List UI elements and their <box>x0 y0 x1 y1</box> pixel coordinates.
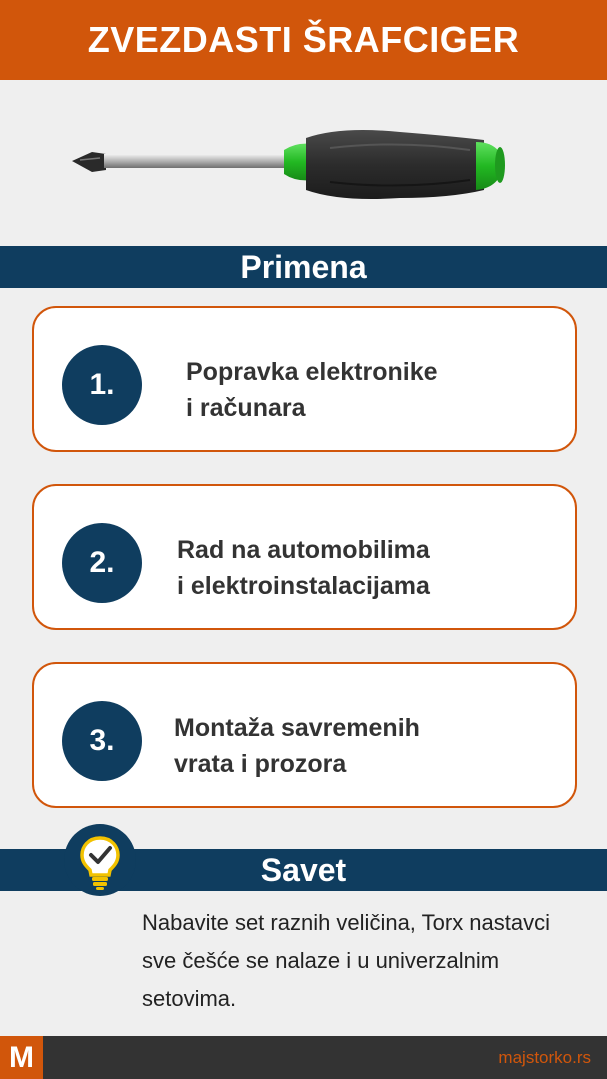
use-card-3 <box>32 662 577 808</box>
page-title: ZVEZDASTI ŠRAFCIGER <box>0 0 607 80</box>
number-badge: 2. <box>62 523 142 603</box>
use-text-line1: Popravka elektronike <box>186 358 438 386</box>
number-badge: 3. <box>62 701 142 781</box>
screwdriver-icon <box>0 80 607 246</box>
section-primena-header: Primena <box>0 246 607 288</box>
use-text <box>177 532 430 604</box>
use-text-line2: i elektroinstalacijama <box>177 572 430 600</box>
number-badge: 1. <box>62 345 142 425</box>
use-card-1 <box>32 306 577 452</box>
use-text-line2: vrata i prozora <box>174 750 347 778</box>
screwdriver-illustration <box>0 80 607 246</box>
use-text-line2: i računara <box>186 394 306 422</box>
lightbulb-check-icon <box>64 824 136 896</box>
use-card-2 <box>32 484 577 630</box>
brand-logo[interactable]: M <box>0 1036 43 1079</box>
footer <box>0 1036 607 1079</box>
section-savet-header: Savet <box>0 849 607 891</box>
use-text-line1: Rad na automobilima <box>177 536 430 564</box>
use-text <box>174 710 420 782</box>
site-link[interactable]: majstorko.rs <box>498 1047 591 1067</box>
use-text <box>186 354 438 426</box>
use-text-line1: Montaža savremenih <box>174 714 420 742</box>
tip-text: Nabavite set raznih veličina, Torx nastavci sve češće se nalaze i u univerzalnim setovima. <box>142 910 551 1011</box>
